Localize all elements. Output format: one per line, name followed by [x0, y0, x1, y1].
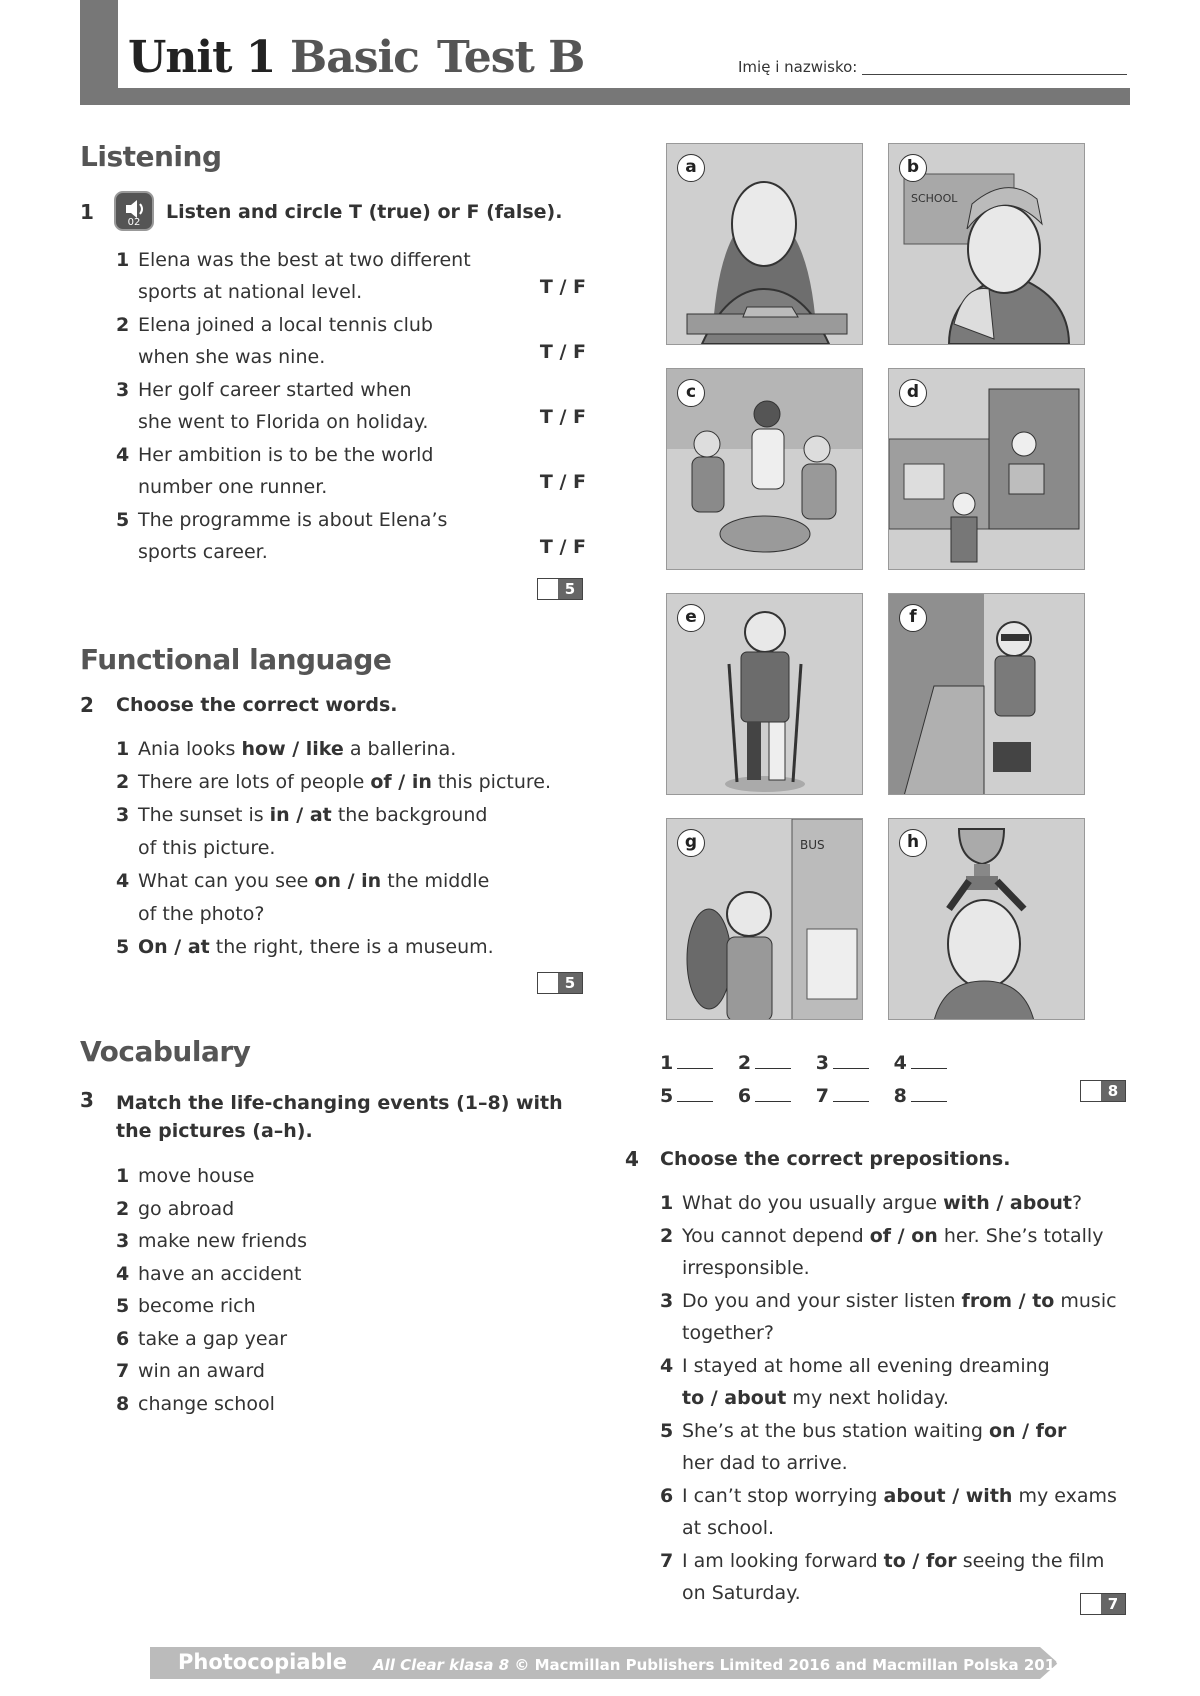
list-item: 4 Her ambition is to be the world number one runner. T / F — [116, 444, 586, 498]
list-item: 7 win an award — [116, 1360, 265, 1382]
list-item-continuation: irresponsible. — [682, 1257, 810, 1279]
answer-blank[interactable] — [833, 1052, 869, 1069]
list-item-continuation: together? — [682, 1322, 774, 1344]
question-1-number: 1 — [80, 200, 94, 224]
preposition-choice[interactable]: about / with — [883, 1484, 1013, 1507]
list-item-continuation: to / about my next holiday. — [682, 1387, 949, 1409]
picture-c: c — [666, 368, 863, 570]
header-rule — [80, 88, 1130, 105]
preposition-choice[interactable]: of / on — [869, 1224, 938, 1247]
list-item: 2 There are lots of people of / in this picture. — [116, 771, 552, 793]
answer-blank[interactable] — [755, 1085, 791, 1102]
list-item: 2 Elena joined a local tennis club when she was nine. T / F — [116, 314, 586, 368]
unit-title: Unit 1 — [128, 32, 276, 83]
list-item: 5 On / at the right, there is a museum. — [116, 936, 494, 958]
word-choice[interactable]: of / in — [370, 771, 432, 793]
list-item: 4 I stayed at home all evening dreaming — [660, 1354, 1050, 1377]
preposition-choice[interactable]: with / about — [943, 1192, 1072, 1214]
answer-blank[interactable] — [755, 1052, 791, 1069]
score-box-2[interactable]: 5 — [537, 972, 583, 994]
functional-items — [116, 733, 586, 964]
picture-e: e — [666, 593, 863, 795]
question-4-number: 4 — [625, 1147, 639, 1171]
functional-heading: Functional language — [80, 643, 392, 676]
list-item: 5 become rich — [116, 1295, 256, 1317]
list-item: 3 make new friends — [116, 1230, 307, 1252]
true-false-choice[interactable]: T / F — [539, 536, 586, 558]
score-box-3[interactable]: 8 — [1080, 1080, 1126, 1102]
list-item: 5 The programme is about Elena’s sports career. T / F — [116, 509, 586, 563]
true-false-choice[interactable]: T / F — [539, 406, 586, 428]
answer-blank[interactable] — [677, 1085, 713, 1102]
answer-blank[interactable] — [911, 1085, 947, 1102]
answer-row-1: 1 2 3 4 — [660, 1052, 965, 1074]
school-sign-text: SCHOOL — [911, 192, 958, 205]
question-3-number: 3 — [80, 1088, 94, 1112]
picture-g: BUS g — [666, 818, 863, 1020]
list-item: 7 I am looking forward to / for seeing the film — [660, 1549, 1105, 1572]
copyright-text: All Clear klasa 8 © Macmillan Publishers Limited 2016 and Macmillan Polska 2018 — [373, 1656, 1066, 1674]
question-2-instruction: Choose the correct words. — [116, 694, 398, 716]
list-item: 3 The sunset is in / at the background — [116, 804, 488, 826]
preposition-choice[interactable]: from / to — [961, 1289, 1055, 1312]
list-item: 4 What can you see on / in the middle — [116, 870, 490, 892]
vocabulary-heading: Vocabulary — [80, 1035, 251, 1068]
picture-a: a — [666, 143, 863, 345]
list-item: 5 She’s at the bus station waiting on / for — [660, 1419, 1067, 1442]
list-item: 1 What do you usually argue with / about? — [660, 1192, 1083, 1214]
true-false-choice[interactable]: T / F — [539, 471, 586, 493]
audio-track-icon[interactable] — [114, 191, 154, 231]
word-choice[interactable]: how / like — [241, 738, 344, 760]
word-choice[interactable]: on / in — [314, 870, 382, 892]
list-item: 1 Elena was the best at two different sports at national level. T / F — [116, 249, 586, 303]
list-item: 1 Ania looks how / like a ballerina. — [116, 738, 457, 760]
picture-b: SCHOOL b — [888, 143, 1085, 345]
list-item: 2 go abroad — [116, 1197, 235, 1220]
level-title: Basic — [290, 32, 419, 83]
true-false-choice[interactable]: T / F — [539, 276, 586, 298]
list-item-continuation: of the photo? — [138, 903, 265, 925]
name-label: Imię i nazwisko: — [738, 58, 858, 76]
list-item-continuation: at school. — [682, 1517, 775, 1539]
photocopiable-label: Photocopiable — [178, 1650, 347, 1674]
picture-h: h — [888, 818, 1085, 1020]
answer-blank[interactable] — [833, 1085, 869, 1102]
answer-row-2: 5 6 7 8 — [660, 1085, 965, 1107]
question-4-instruction: Choose the correct prepositions. — [660, 1148, 1011, 1170]
answer-blank[interactable] — [911, 1052, 947, 1069]
list-item-continuation: on Saturday. — [682, 1582, 801, 1604]
answer-blank[interactable] — [677, 1052, 713, 1069]
name-field[interactable] — [862, 74, 1127, 75]
question-2-number: 2 — [80, 693, 94, 717]
list-item: 4 have an accident — [116, 1262, 302, 1285]
bus-sign-text: BUS — [800, 838, 825, 852]
list-item: 3 Do you and your sister listen from / to music — [660, 1289, 1117, 1312]
preposition-choice[interactable]: to / about — [682, 1387, 787, 1409]
list-item-continuation: of this picture. — [138, 837, 276, 859]
list-item: 6 I can’t stop worrying about / with my exams — [660, 1484, 1117, 1507]
list-item: 1 move house — [116, 1165, 255, 1187]
picture-f: f — [888, 593, 1085, 795]
preposition-choice[interactable]: on / for — [988, 1419, 1067, 1442]
word-choice[interactable]: in / at — [269, 804, 332, 826]
preposition-items — [660, 1187, 1130, 1610]
word-choice[interactable]: On / at — [138, 936, 210, 958]
list-item: 6 take a gap year — [116, 1327, 288, 1350]
list-item: 8 change school — [116, 1392, 275, 1415]
picture-d: d — [888, 368, 1085, 570]
audio-track-number: 02 — [127, 217, 141, 228]
score-box-4[interactable]: 7 — [1080, 1593, 1126, 1615]
question-1-instruction: Listen and circle T (true) or F (false). — [166, 201, 563, 223]
listening-heading: Listening — [80, 140, 222, 173]
score-box-1[interactable]: 5 — [537, 578, 583, 600]
test-title: Test B — [437, 32, 585, 83]
listening-items — [116, 244, 586, 569]
list-item: 3 Her golf career started when she went to Florida on holiday. T / F — [116, 379, 586, 433]
question-3-instruction: Match the life-changing events (1–8) with the pictures (a–h). — [116, 1092, 563, 1142]
list-item: 2 You cannot depend of / on her. She’s totally — [660, 1224, 1104, 1247]
preposition-choice[interactable]: to / for — [883, 1549, 957, 1572]
vocabulary-items — [116, 1160, 536, 1420]
true-false-choice[interactable]: T / F — [539, 341, 586, 363]
list-item-continuation: her dad to arrive. — [682, 1452, 848, 1474]
